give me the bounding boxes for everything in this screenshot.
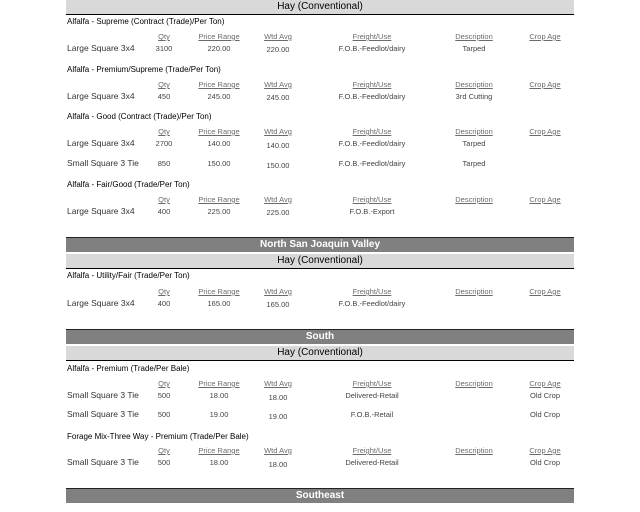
row-desc: 3rd Cutting (455, 92, 493, 101)
header-description: Description (455, 80, 493, 89)
header-price-range: Price Range (198, 446, 240, 455)
header-price-range: Price Range (198, 195, 240, 204)
row-qty: 500 (157, 391, 171, 400)
row-qty: 2700 (155, 139, 173, 148)
header-crop-age: Crop Age (529, 379, 561, 388)
header-freight-use: Freight/Use (352, 127, 392, 136)
divider (66, 268, 574, 269)
row-crop-age: Old Crop (529, 391, 560, 400)
header-qty: Qty (158, 195, 170, 204)
row-wtd: 225.00 (266, 208, 290, 217)
header-freight-use: Freight/Use (352, 195, 392, 204)
row-item: Large Square 3x4 (67, 43, 135, 53)
commodity-title: Alfalfa - Supreme (Contract (Trade)/Per Ton) (67, 17, 225, 26)
header-wtd-avg: Wtd Avg (264, 446, 292, 455)
header-crop-age: Crop Age (529, 32, 561, 41)
row-freight: F.O.B.-Feedlot/dairy (338, 299, 406, 308)
row-item: Large Square 3x4 (67, 91, 135, 101)
commodity-title: Forage Mix-Three Way - Premium (Trade/Per Bale) (67, 432, 249, 441)
header-price-range: Price Range (198, 80, 240, 89)
commodity-title: Alfalfa - Good (Contract (Trade)/Per Ton) (67, 112, 212, 121)
row-item: Large Square 3x4 (67, 298, 135, 308)
header-description: Description (455, 287, 493, 296)
header-description: Description (455, 127, 493, 136)
section-band-hay-conventional: Hay (Conventional) (66, 346, 574, 360)
header-qty: Qty (158, 127, 170, 136)
row-price: 245.00 (207, 92, 231, 101)
row-price: 19.00 (209, 410, 229, 419)
row-desc: Tarped (462, 139, 486, 148)
row-wtd: 18.00 (268, 460, 288, 469)
header-crop-age: Crop Age (529, 287, 561, 296)
header-qty: Qty (158, 379, 170, 388)
header-qty: Qty (158, 32, 170, 41)
header-qty: Qty (158, 80, 170, 89)
divider (66, 14, 574, 15)
commodity-title: Alfalfa - Premium (Trade/Per Bale) (67, 364, 190, 373)
row-qty: 3100 (155, 44, 173, 53)
header-wtd-avg: Wtd Avg (264, 195, 292, 204)
header-crop-age: Crop Age (529, 446, 561, 455)
header-freight-use: Freight/Use (352, 287, 392, 296)
region-band-north-san-joaquin-valley: North San Joaquin Valley (66, 237, 574, 252)
row-wtd: 140.00 (266, 141, 290, 150)
header-wtd-avg: Wtd Avg (264, 80, 292, 89)
row-freight: F.O.B.-Feedlot/dairy (338, 92, 406, 101)
header-crop-age: Crop Age (529, 195, 561, 204)
header-qty: Qty (158, 446, 170, 455)
row-freight: F.O.B.-Feedlot/dairy (338, 139, 406, 148)
row-freight: F.O.B.-Feedlot/dairy (338, 159, 406, 168)
row-price: 220.00 (207, 44, 231, 53)
header-crop-age: Crop Age (529, 127, 561, 136)
section-band-hay-conventional: Hay (Conventional) (66, 254, 574, 268)
row-freight: F.O.B.-Export (349, 207, 395, 216)
header-description: Description (455, 446, 493, 455)
section-band-hay-conventional: Hay (Conventional) (66, 0, 574, 14)
row-freight: Delivered-Retail (345, 391, 399, 400)
header-wtd-avg: Wtd Avg (264, 127, 292, 136)
row-qty: 400 (157, 299, 171, 308)
header-price-range: Price Range (198, 379, 240, 388)
header-description: Description (455, 32, 493, 41)
header-crop-age: Crop Age (529, 80, 561, 89)
commodity-title: Alfalfa - Fair/Good (Trade/Per Ton) (67, 180, 190, 189)
commodity-title: Alfalfa - Utility/Fair (Trade/Per Ton) (67, 271, 190, 280)
divider (66, 360, 574, 361)
header-freight-use: Freight/Use (352, 446, 392, 455)
header-freight-use: Freight/Use (352, 32, 392, 41)
row-item: Large Square 3x4 (67, 206, 135, 216)
commodity-title: Alfalfa - Premium/Supreme (Trade/Per Ton) (67, 65, 221, 74)
row-wtd: 165.00 (266, 300, 290, 309)
row-qty: 850 (157, 159, 171, 168)
row-item: Small Square 3 Tie (67, 409, 139, 419)
header-wtd-avg: Wtd Avg (264, 287, 292, 296)
row-crop-age: Old Crop (529, 410, 560, 419)
row-price: 18.00 (209, 458, 229, 467)
row-price: 150.00 (207, 159, 231, 168)
row-price: 18.00 (209, 391, 229, 400)
header-description: Description (455, 195, 493, 204)
row-crop-age: Old Crop (529, 458, 560, 467)
row-qty: 450 (157, 92, 171, 101)
row-wtd: 19.00 (268, 412, 288, 421)
header-freight-use: Freight/Use (352, 80, 392, 89)
row-price: 225.00 (207, 207, 231, 216)
row-freight: F.O.B.-Feedlot/dairy (338, 44, 406, 53)
row-freight: Delivered-Retail (345, 458, 399, 467)
row-price: 140.00 (207, 139, 231, 148)
row-qty: 500 (157, 410, 171, 419)
row-desc: Tarped (462, 159, 486, 168)
row-wtd: 245.00 (266, 93, 290, 102)
header-wtd-avg: Wtd Avg (264, 379, 292, 388)
row-item: Small Square 3 Tie (67, 390, 139, 400)
row-item: Large Square 3x4 (67, 138, 135, 148)
header-description: Description (455, 379, 493, 388)
row-wtd: 150.00 (266, 161, 290, 170)
row-freight: F.O.B.-Retail (350, 410, 394, 419)
row-desc: Tarped (462, 44, 486, 53)
row-qty: 400 (157, 207, 171, 216)
region-band-south: South (66, 329, 574, 344)
header-freight-use: Freight/Use (352, 379, 392, 388)
row-wtd: 220.00 (266, 45, 290, 54)
header-price-range: Price Range (198, 287, 240, 296)
row-price: 165.00 (207, 299, 231, 308)
header-qty: Qty (158, 287, 170, 296)
header-price-range: Price Range (198, 127, 240, 136)
row-qty: 500 (157, 458, 171, 467)
region-band-southeast: Southeast (66, 488, 574, 503)
row-wtd: 18.00 (268, 393, 288, 402)
row-item: Small Square 3 Tie (67, 457, 139, 467)
row-item: Small Square 3 Tie (67, 158, 139, 168)
header-wtd-avg: Wtd Avg (264, 32, 292, 41)
header-price-range: Price Range (198, 32, 240, 41)
